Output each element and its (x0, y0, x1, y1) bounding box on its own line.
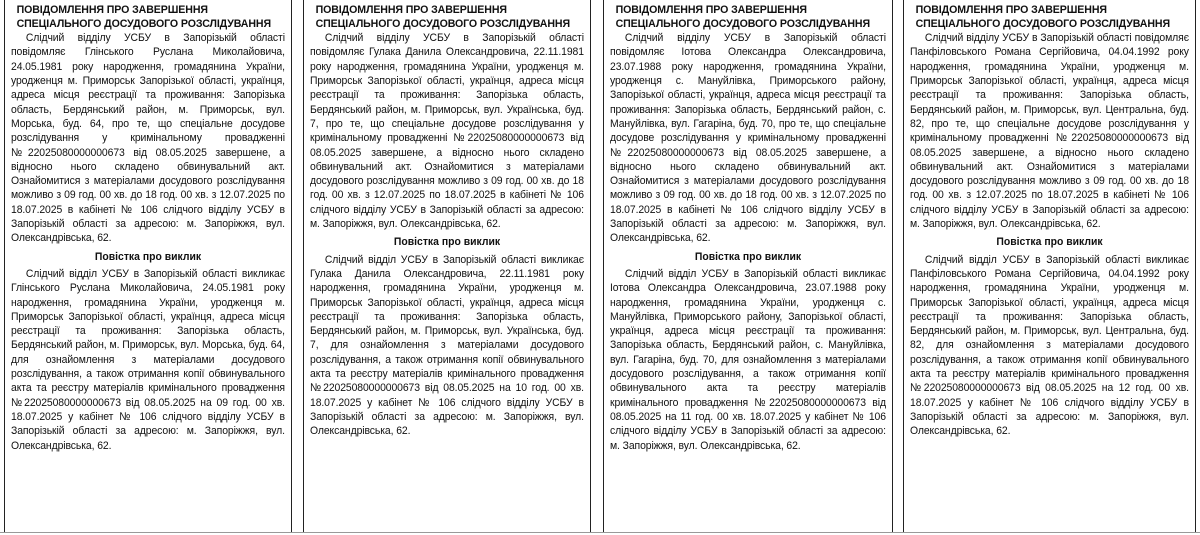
summons-heading: Повістка про виклик (94, 250, 202, 263)
notice-heading: ПОВІДОМЛЕННЯ ПРО ЗАВЕРШЕННЯ СПЕЦІАЛЬНОГО ДОСУДОВОГО РОЗСЛІДУВАННЯ (16, 4, 271, 30)
notice-column-3 (603, 0, 893, 532)
summons-heading: Повістка про виклик (996, 236, 1103, 249)
notice-body: Слідчий відділу УСБУ в Запорізькій області повідомляє Іотова Олександра Олександровича, 23.07.1988 року народження, громадянина України, уродженця с. Мануйлівка, Приморського району, Запорізької області, українця, адреса місця реєстрації та проживання: Запорізька область, Бердянський район, с. Мануйлівка, вул. Гагаріна, буд. 70, про те, що спеціальне досудове розслідування у кримінальному провадженні №22025080000000673 від 08.05.2025 завершене, а відносно нього складено обвинувальний акт. Ознайомитися з матеріалами досудового розслідування можливо з 09 год. 00 хв. до 18 год. 00 хв. з 12.07.2025 по 18.07.2025 в кабінеті № 106 слідчого відділу УСБУ в Запорізькій області за адресою: м. Запоріжжя, вул. Олександрівська, 62. (610, 32, 886, 245)
summons-body: Слідчий відділ УСБУ в Запорізькій області викликає Гулака Данила Олександровича, 22.11.1981 року народження, громадянина України, уродженця м. Приморськ Запорізької області, українця, адреса місця реєстрації та проживання: Запорізька область, Бердянський район, м. Приморськ, вул. Українська, буд. 7, для ознайомлення з матеріалами досудового розслідування, а також отримання копії обвинувального акта та реєстру матеріалів кримінального провадження №22025080000000673 від 08.05.2025 на 10 год. 00 хв. 18.07.2025 у кабінет № 106 слідчого відділу УСБУ в Запорізькій області за адресою: м. Запоріжжя, вул. Олександрівська, 62. (310, 253, 584, 438)
notice-column-4 (903, 0, 1196, 532)
summons-body: Слідчий відділ УСБУ в Запорізькій області викликає Глінського Руслана Миколайовича, 24.05.1981 року народження, громадянина України, уродженця м. Приморськ Запорізької області, українця, адреса місця реєстрації та проживання: Запорізька область, Бердянський район, м. Приморськ, вул. Морська, буд. 64, для ознайомлення з матеріалами досудового розслідування, а також отримання копії обвинувального акта та реєстру матеріалів кримінального провадження №22025080000000673 від 08.05.2025 на 09 год. 00 хв. 18.07.2025 у кабінет № 106 слідчого відділу УСБУ в Запорізькій області за адресою: м. Запоріжжя, вул. Олександрівська, 62. (11, 267, 285, 452)
notice-body: Слідчий відділу УСБУ в Запорізькій області повідомляє Панфіловського Романа Сергійовича, 04.04.1992 року народження, громадянина України, уродженця м. Приморськ Запорізької області, українця, адреса місця реєстрації та проживання: Запорізька область, Бердянський район, м. Приморськ, вул. Центральна, буд. 82, про те, що спеціальне досудове розслідування у кримінальному провадженні №22025080000000673 від 08.05.2025 завершене, а відносно нього складено обвинувальний акт. Ознайомитися з матеріалами досудового розслідування можливо з 09 год. 00 хв. до 18 год. 00 хв. з 12.07.2025 по 18.07.2025 в кабінеті № 106 слідчого відділу УСБУ в Запорізькій області за адресою: м. Запоріжжя, вул. Олександрівська, 62. (910, 32, 1189, 231)
summons-heading: Повістка про виклик (694, 250, 802, 263)
summons-body: Слідчий відділ УСБУ в Запорізькій області викликає Панфіловського Романа Сергійовича, 04.04.1992 року народження, громадянина України, уродженця м. Приморськ Запорізької області, українця, адреса місця реєстрації та проживання: Запорізька область, Бердянський район, м. Приморськ, вул. Центральна, буд. 82, для ознайомлення з матеріалами досудового розслідування, а також отримання копії обвинувального акта та реєстру матеріалів кримінального провадження №22025080000000673 від 08.05.2025 на 12 год. 00 хв. 18.07.2025 у кабінет № 106 слідчого відділу УСБУ в Запорізькій області за адресою: м. Запоріжжя, вул. Олександрівська, 62. (910, 253, 1189, 438)
notice-heading: ПОВІДОМЛЕННЯ ПРО ЗАВЕРШЕННЯ СПЕЦІАЛЬНОГО ДОСУДОВОГО РОЗСЛІДУВАННЯ (915, 4, 1170, 30)
summons-body: Слідчий відділ УСБУ в Запорізькій області викликає Іотова Олександра Олександровича, 23.07.1988 року народження, громадянина України, уродженця с. Мануйлівка, Приморського району, Запорізької області, українця, адреса місця реєстрації та проживання: Запорізька область, Бердянський район, с. Мануйлівка, вул. Гагаріна, буд. 70, для ознайомлення з матеріалами досудового розслідування, а також отримання копії обвинувального акта та реєстру матеріалів кримінального провадження №22025080000000673 від 08.05.2025 на 11 год. 00 хв. 18.07.2025 у кабінет № 106 слідчого відділу УСБУ в Запорізькій області за адресою: м. Запоріжжя, вул. Олександрівська, 62. (610, 267, 886, 452)
notice-heading: ПОВІДОМЛЕННЯ ПРО ЗАВЕРШЕННЯ СПЕЦІАЛЬНОГО ДОСУДОВОГО РОЗСЛІДУВАННЯ (615, 4, 870, 30)
summons-heading: Повістка про виклик (393, 236, 501, 249)
notice-heading: ПОВІДОМЛЕННЯ ПРО ЗАВЕРШЕННЯ СПЕЦІАЛЬНОГО ДОСУДОВОГО РОЗСЛІДУВАННЯ (315, 4, 570, 30)
notice-body: Слідчий відділу УСБУ в Запорізькій області повідомляє Гулака Данила Олександровича, 22.11.1981 року народження, громадянина України, уродженця м. Приморськ Запорізької області, українця, адреса місця реєстрації та проживання: Запорізька область, Бердянський район, м. Приморськ, вул. Українська, буд. 7, про те, що спеціальне досудове розслідування у кримінальному провадженні №22025080000000673 від 08.05.2025 завершене, а відносно нього складено обвинувальний акт. Ознайомитися з матеріалами досудового розслідування можливо з 09 год. 00 хв. до 18 год. 00 хв. з 12.07.2025 по 18.07.2025 в кабінеті № 106 слідчого відділу УСБУ в Запорізькій області за адресою: м. Запоріжжя, вул. Олександрівська, 62. (310, 32, 584, 231)
notice-column-2 (303, 0, 591, 532)
notice-body: Слідчий відділу УСБУ в Запорізькій області повідомляє Глінського Руслана Миколайовича, 24.05.1981 року народження, громадянина України, уродженця м. Приморськ Запорізької області, українця, адреса місця реєстрації та проживання: Запорізька область, Бердянський район, м. Приморськ, вул. Морська, буд. 64, про те, що спеціальне досудове розслідування у кримінальному провадженні №22025080000000673 від 08.05.2025 завершене, а відносно нього складено обвинувальний акт. Ознайомитися з матеріалами досудового розслідування можливо з 09 год. 00 хв. до 18 год. 00 хв. з 12.07.2025 по 18.07.2025 в кабінеті № 106 слідчого відділу УСБУ в Запорізькій області за адресою: м. Запоріжжя, вул. Олександрівська, 62. (11, 32, 285, 245)
notice-column-1 (4, 0, 292, 532)
